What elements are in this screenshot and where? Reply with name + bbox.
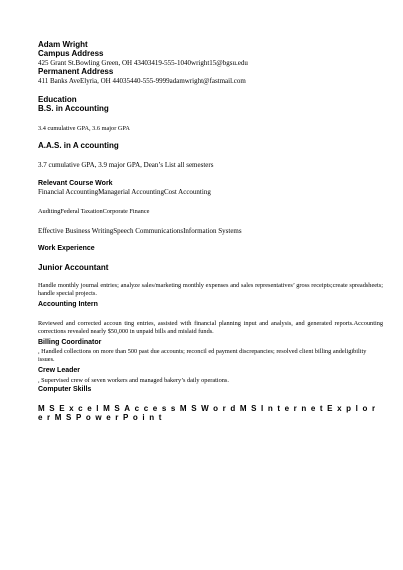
job-desc-accounting-intern: Reviewed and corrected accoun ting entries, assisted with financial planning input and analysis, and generated reports.Accounting corrections revealed nearly $50,000 in unpaid bills and mislaid funds.	[38, 320, 383, 335]
job-desc-junior-accountant: Handle monthly journal entries; analyze sales/marketing monthly expenses and sales representatives’ gross receipts;create spreadsheets; handle special projects.	[38, 282, 383, 297]
permanent-address-value: 411 Banks AveElyria, OH 44035440-555-9999adamwright@fastmail.com	[38, 77, 246, 85]
coursework-line-2: AuditingFederal TaxationCorporate Finance	[38, 208, 150, 215]
computer-skills-heading: Computer Skills	[38, 386, 92, 393]
campus-address-label: Campus Address	[38, 49, 104, 58]
degree-aas: A.A.S. in A ccounting	[38, 141, 119, 150]
education-heading: Education	[38, 95, 77, 104]
computer-skills-line-1: MSExcelMSAccessMSWordMSInternetExplor	[38, 404, 380, 413]
job-title-crew-leader: Crew Leader	[38, 367, 81, 374]
permanent-address-label: Permanent Address	[38, 67, 114, 76]
job-title-billing-coordinator: Billing Coordinator	[38, 339, 102, 346]
job-title-junior-accountant: Junior Accountant	[38, 263, 109, 272]
job-desc-billing-coordinator: , Handled collections on more than 500 past due accounts; reconcil ed payment discrepancies; resolved client billing andeligibility issues.	[38, 348, 367, 363]
degree-bs: B.S. in Accounting	[38, 104, 109, 113]
job-title-accounting-intern: Accounting Intern	[38, 301, 98, 308]
campus-address-value: 425 Grant St.Bowling Green, OH 43403419-555-1040wright15@bgsu.edu	[38, 59, 248, 67]
coursework-heading: Relevant Course Work	[38, 180, 113, 187]
degree-bs-gpa: 3.4 cumulative GPA, 3.6 major GPA	[38, 125, 130, 132]
candidate-name: Adam Wright	[38, 40, 88, 49]
coursework-line-1: Financial AccountingManagerial AccountingCost Accounting	[38, 188, 211, 196]
degree-aas-gpa: 3.7 cumulative GPA, 3.9 major GPA, Dean’s List all semesters	[38, 161, 214, 169]
computer-skills-line-2: erMSPowerPoint	[38, 413, 166, 422]
coursework-line-3: Effective Business WritingSpeech CommunicationsInformation Systems	[38, 227, 242, 235]
job-desc-crew-leader: , Supervised crew of seven workers and managed bakery’s daily operations.	[38, 377, 229, 384]
work-experience-heading: Work Experience	[38, 245, 95, 252]
